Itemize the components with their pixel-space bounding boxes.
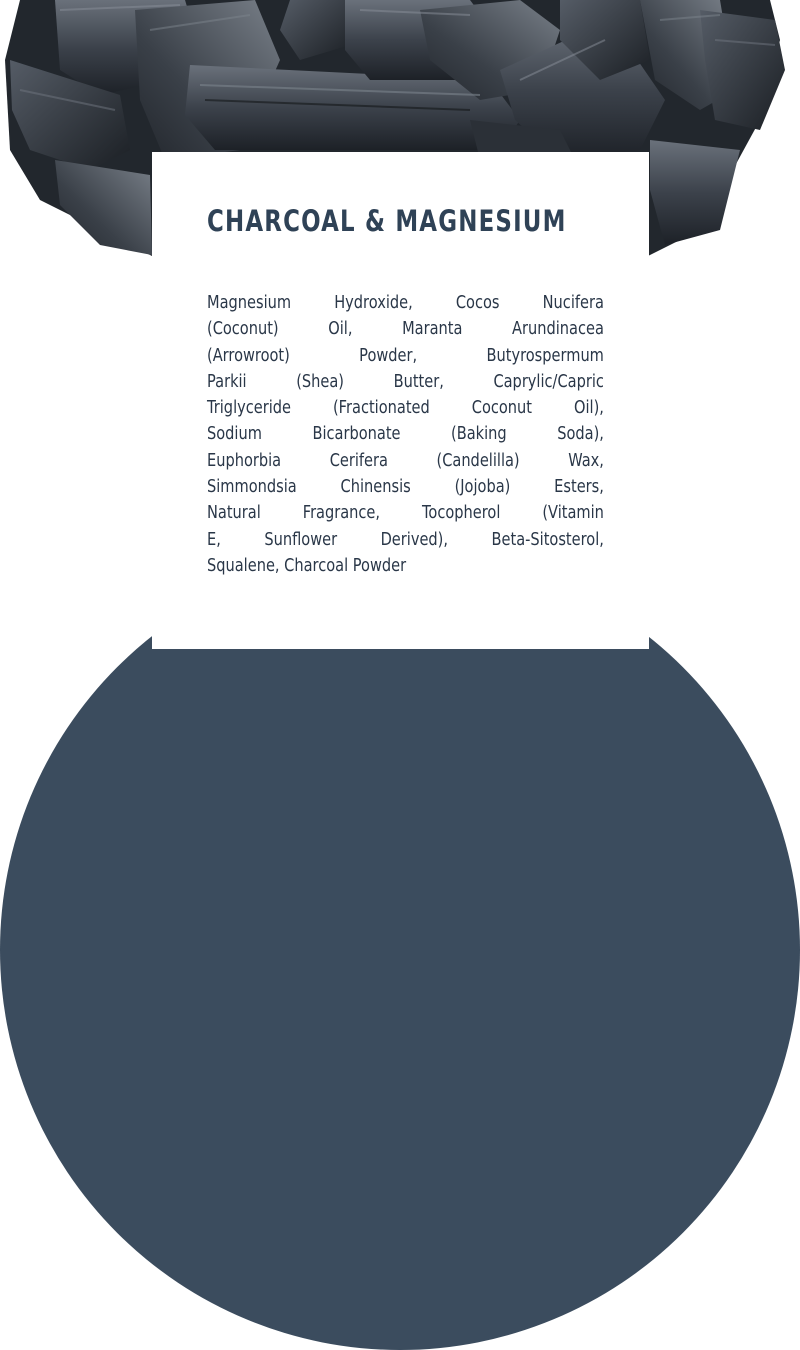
ingredient-line: E, Sunflower Derived), Beta-Sitosterol, <box>207 528 604 550</box>
ingredient-line: (Coconut) Oil, Maranta Arundinacea <box>207 318 604 340</box>
ingredient-line: Simmondsia Chinensis (Jojoba) Esters, <box>207 476 604 498</box>
ingredient-line: (Arrowroot) Powder, Butyrospermum <box>207 344 604 366</box>
background-semicircle <box>0 550 800 1350</box>
ingredient-line: Magnesium Hydroxide, Cocos Nucifera <box>207 292 604 313</box>
card-title: CHARCOAL & MAGNESIUM <box>207 204 567 238</box>
ingredients-list <box>207 290 604 579</box>
ingredient-line: Squalene, Charcoal Powder <box>207 554 407 576</box>
ingredient-line: Triglyceride (Fractionated Coconut Oil), <box>207 397 604 419</box>
ingredient-line: Sodium Bicarbonate (Baking Soda), <box>207 423 604 445</box>
ingredients-card <box>152 152 649 649</box>
ingredient-line: Euphorbia Cerifera (Candelilla) Wax, <box>207 449 604 471</box>
ingredient-line: Parkii (Shea) Butter, Caprylic/Capric <box>207 370 604 392</box>
ingredient-line: Natural Fragrance, Tocopherol (Vitamin <box>207 502 604 524</box>
